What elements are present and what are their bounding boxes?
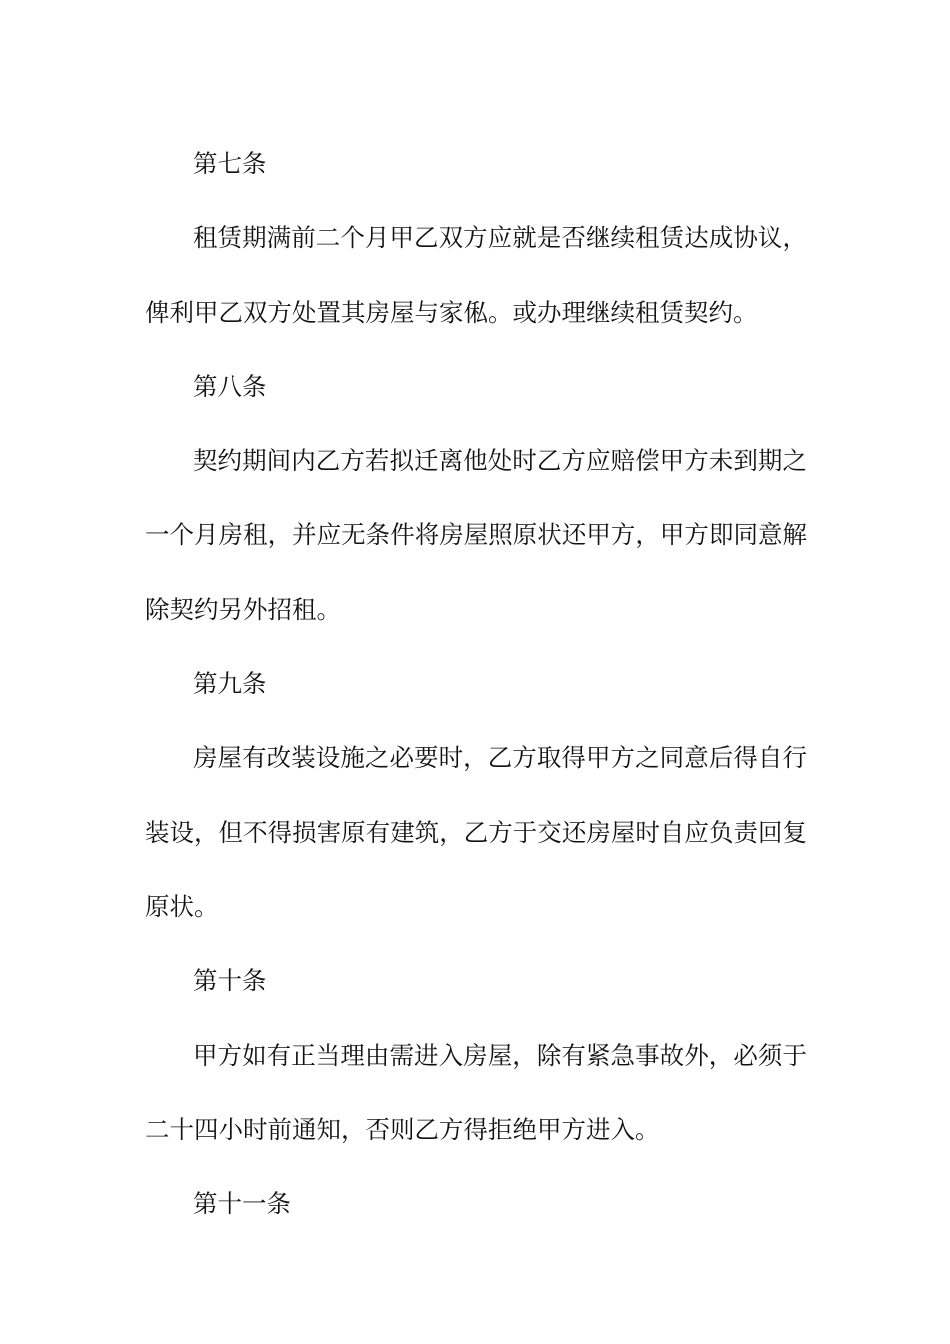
article-9-heading: 第九条 [193,669,267,699]
article-7-body: 租赁期满前二个月甲乙双方应就是否继续租赁达成协议，俾利甲乙双方处置其房屋与家俬。或办理继续租赁契约。 [145,223,807,327]
article-9-body: 房屋有改装设施之必要时，乙方取得甲方之同意后得自行装设，但不得损害原有建筑，乙方于交还房屋时自应负责回复原状。 [145,743,807,921]
article-11-heading: 第十一条 [193,1189,291,1219]
article-10-body: 甲方如有正当理由需进入房屋，除有紧急事故外，必须于二十四小时前通知，否则乙方得拒绝甲方进入。 [145,1040,807,1144]
article-8-heading: 第八条 [193,371,267,401]
article-10-heading: 第十条 [193,966,267,996]
document-body [145,127,807,1241]
article-8-body: 契约期间内乙方若拟迁离他处时乙方应赔偿甲方未到期之一个月房租，并应无条件将房屋照原状还甲方，甲方即同意解除契约另外招租。 [145,446,807,624]
article-7-heading: 第七条 [193,149,267,178]
